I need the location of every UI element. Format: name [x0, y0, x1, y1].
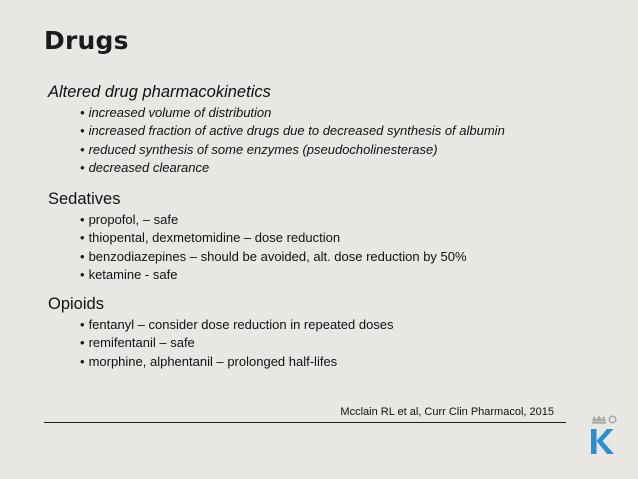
list-item-text: reduced synthesis of some enzymes (pseudocholinesterase)	[88, 141, 438, 157]
section-heading: Altered drug pharmacokinetics	[48, 83, 271, 101]
list-item-text: remifentanil – safe	[88, 335, 195, 351]
section-pharmacokinetics	[48, 82, 505, 177]
list-item	[80, 248, 467, 266]
list-item-text: propofol, – safe	[88, 212, 179, 227]
section-opioids	[48, 294, 394, 371]
list-item-text: benzodiazepines – should be avoided, alt. dose reduction by 50%	[88, 248, 467, 264]
section-sedatives	[48, 189, 467, 284]
bullet-dot: •	[80, 248, 85, 264]
list-item	[80, 104, 505, 122]
bullet-dot: •	[80, 105, 85, 120]
list-item-text: thiopental, dexmetomidine – dose reduction	[88, 230, 341, 246]
list-item	[80, 211, 467, 229]
bullet-dot: •	[80, 212, 85, 227]
bullet-list	[48, 104, 505, 177]
list-item	[80, 334, 394, 352]
footer-divider	[44, 422, 566, 423]
list-item-text: increased fraction of active drugs due to decreased synthesis of albumin	[88, 123, 505, 139]
section-heading: Opioids	[48, 295, 104, 313]
list-item	[80, 122, 505, 140]
crown-k-logo-icon	[588, 412, 618, 460]
citation: Mcclain RL et al, Curr Clin Pharmacol, 2015	[340, 406, 554, 418]
list-item	[80, 316, 394, 334]
bullet-dot: •	[80, 123, 85, 139]
list-item	[80, 266, 467, 284]
bullet-dot: •	[80, 353, 85, 369]
slide-title: Drugs	[44, 26, 129, 55]
list-item-text: ketamine - safe	[88, 266, 178, 282]
bullet-dot: •	[80, 317, 85, 332]
section-heading: Sedatives	[48, 190, 121, 208]
list-item	[80, 141, 505, 159]
bullet-dot: •	[80, 335, 85, 351]
bullet-dot: •	[80, 141, 85, 157]
list-item-text: fentanyl – consider dose reduction in repeated doses	[88, 317, 394, 332]
list-item	[80, 159, 505, 177]
bullet-list	[48, 211, 467, 284]
list-item	[80, 353, 394, 371]
list-item-text: increased volume of distribution	[88, 105, 272, 120]
list-item-text: decreased clearance	[88, 159, 210, 175]
bullet-dot: •	[80, 266, 85, 282]
bullet-dot: •	[80, 230, 85, 246]
bullet-dot: •	[80, 159, 85, 175]
bullet-list	[48, 316, 394, 371]
list-item	[80, 229, 467, 247]
list-item-text: morphine, alphentanil – prolonged half-lifes	[88, 353, 338, 369]
